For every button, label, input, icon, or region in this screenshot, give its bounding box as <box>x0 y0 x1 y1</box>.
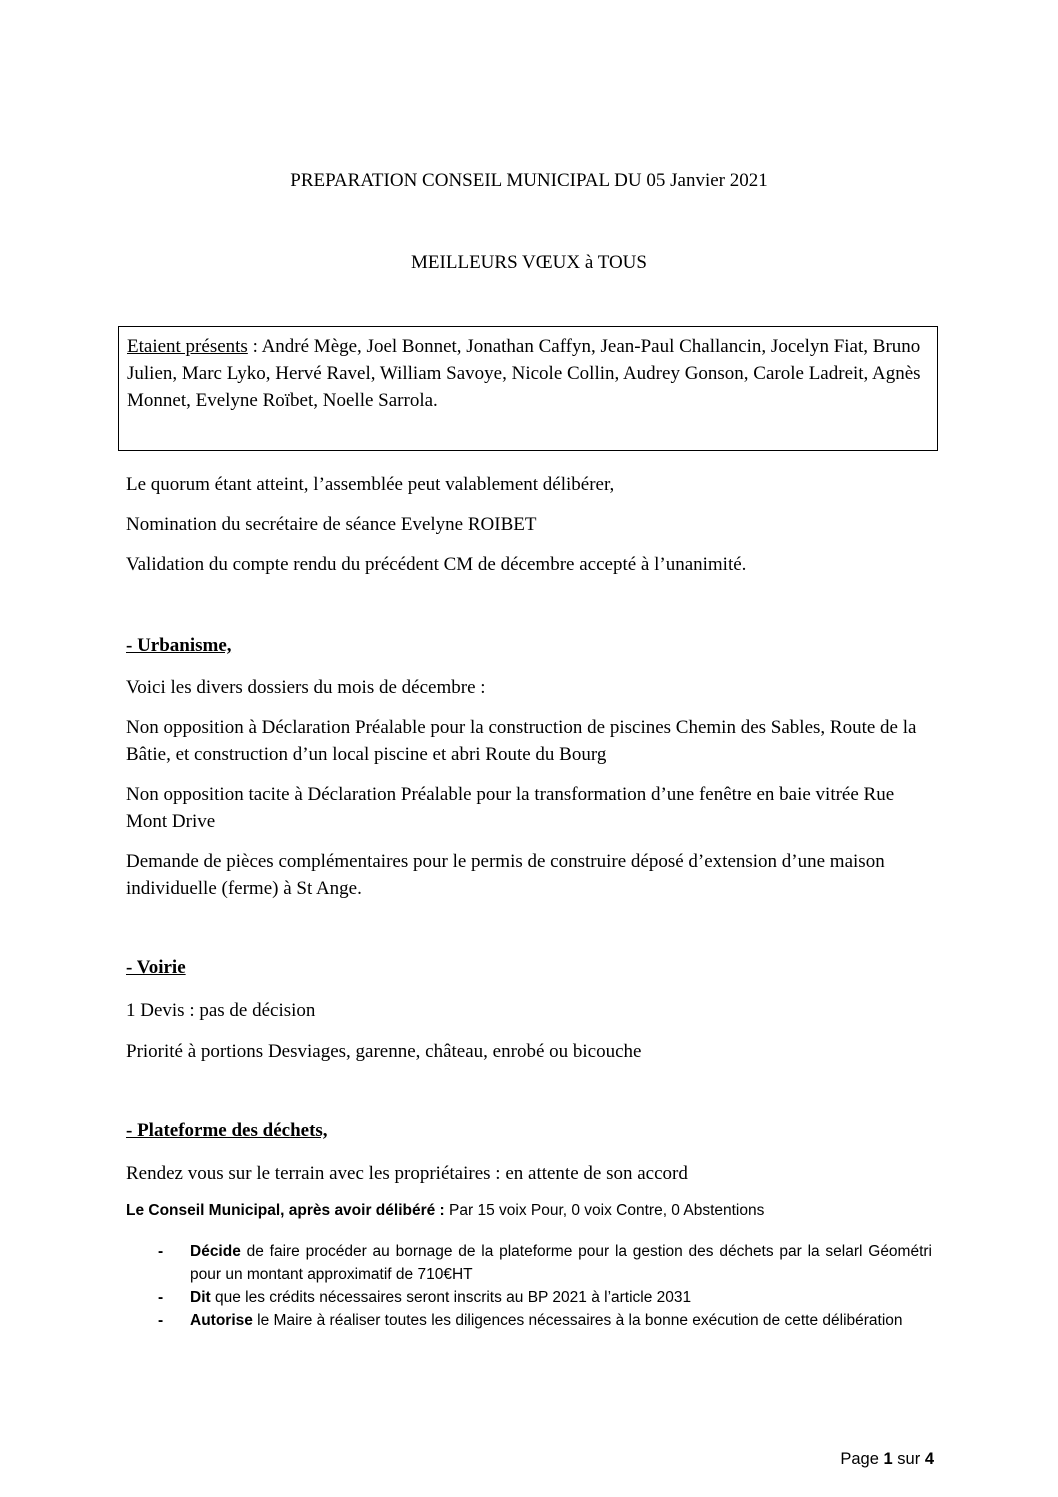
voirie-heading: - Voirie <box>126 957 186 978</box>
plateforme-heading: - Plateforme des déchets, <box>126 1120 328 1141</box>
plateforme-text: Rendez vous sur le terrain avec les propriétaires : en attente de son accord <box>126 1163 688 1184</box>
attendance-box <box>118 326 938 451</box>
vote-result: Par 15 voix Pour, 0 voix Contre, 0 Abstentions <box>444 1202 765 1219</box>
deliberation-label: Le Conseil Municipal, après avoir délibéré : <box>126 1202 445 1219</box>
page-total: 4 <box>924 1450 934 1468</box>
attendance-names: André Mège, Joel Bonnet, Jonathan Caffyn, Jean-Paul Challancin, Jocelyn Fiat, Bruno Julien, Marc Lyko, Hervé Ravel, William Savoye, Nicole Collin, Audrey Gonson, Carole Ladreit, Agnès Monnet, Evelyne Roïbet, Noelle Sarrola. <box>127 336 921 411</box>
decision-item: - Autorise le Maire à réaliser toutes les diligences nécessaires à la bonne exécution de cette délibération <box>158 1312 903 1329</box>
deliberation-statement <box>126 1202 764 1220</box>
greeting: MEILLEURS VŒUX à TOUS <box>411 252 647 273</box>
decision-verb: Décide <box>190 1243 241 1260</box>
page-footer <box>840 1450 934 1469</box>
urbanisme-item: Non opposition à Déclaration Préalable pour la construction de piscines Chemin des Sables, Route de la Bâtie, et construction d’un local piscine et abri Route du Bourg <box>126 717 917 765</box>
page-number: 1 <box>883 1450 893 1468</box>
attendance-label: Etaient présents <box>127 336 248 357</box>
urbanisme-item: Demande de pièces complémentaires pour le permis de construire déposé d’extension d’une maison individuelle (ferme) à St Ange. <box>126 851 885 899</box>
decision-text: que les crédits nécessaires seront inscrits au BP 2021 à l’article 2031 <box>210 1289 692 1306</box>
urbanisme-item: Non opposition tacite à Déclaration Préalable pour la transformation d’une fenêtre en baie vitrée Rue Mont Drive <box>126 784 895 832</box>
urbanisme-intro: Voici les divers dossiers du mois de décembre : <box>126 677 486 698</box>
decision-verb: Autorise <box>190 1312 253 1329</box>
decision-item: - Décide de faire procéder au bornage de la plateforme pour la gestion des déchets par la selarl Géométri pour un montant approximatif de 710€HT <box>158 1243 932 1283</box>
attendance-separator: : <box>247 336 262 357</box>
voirie-item: Priorité à portions Desviages, garenne, château, enrobé ou bicouche <box>126 1041 642 1062</box>
voirie-item: 1 Devis : pas de décision <box>126 1000 316 1021</box>
page-word: Page <box>840 1450 879 1468</box>
secretary-text: Nomination du secrétaire de séance Evelyne ROIBET <box>126 514 537 535</box>
document-title: PREPARATION CONSEIL MUNICIPAL DU 05 Janvier 2021 <box>290 170 768 191</box>
validation-text: Validation du compte rendu du précédent CM de décembre accepté à l’unanimité. <box>126 554 747 575</box>
decision-list <box>126 1240 932 1332</box>
urbanisme-heading: - Urbanisme, <box>126 635 232 656</box>
of-word: sur <box>897 1450 921 1468</box>
decision-text: le Maire à réaliser toutes les diligences nécessaires à la bonne exécution de cette délibération <box>252 1312 903 1329</box>
decision-verb: Dit <box>190 1289 211 1306</box>
decision-text: de faire procéder au bornage de la plateforme pour la gestion des déchets par la selarl Géométri pour un montant approximatif de 710€HT <box>190 1243 932 1283</box>
decision-item: - Dit que les crédits nécessaires seront inscrits au BP 2021 à l’article 2031 <box>158 1289 692 1306</box>
quorum-text: Le quorum étant atteint, l’assemblée peut valablement délibérer, <box>126 474 615 495</box>
